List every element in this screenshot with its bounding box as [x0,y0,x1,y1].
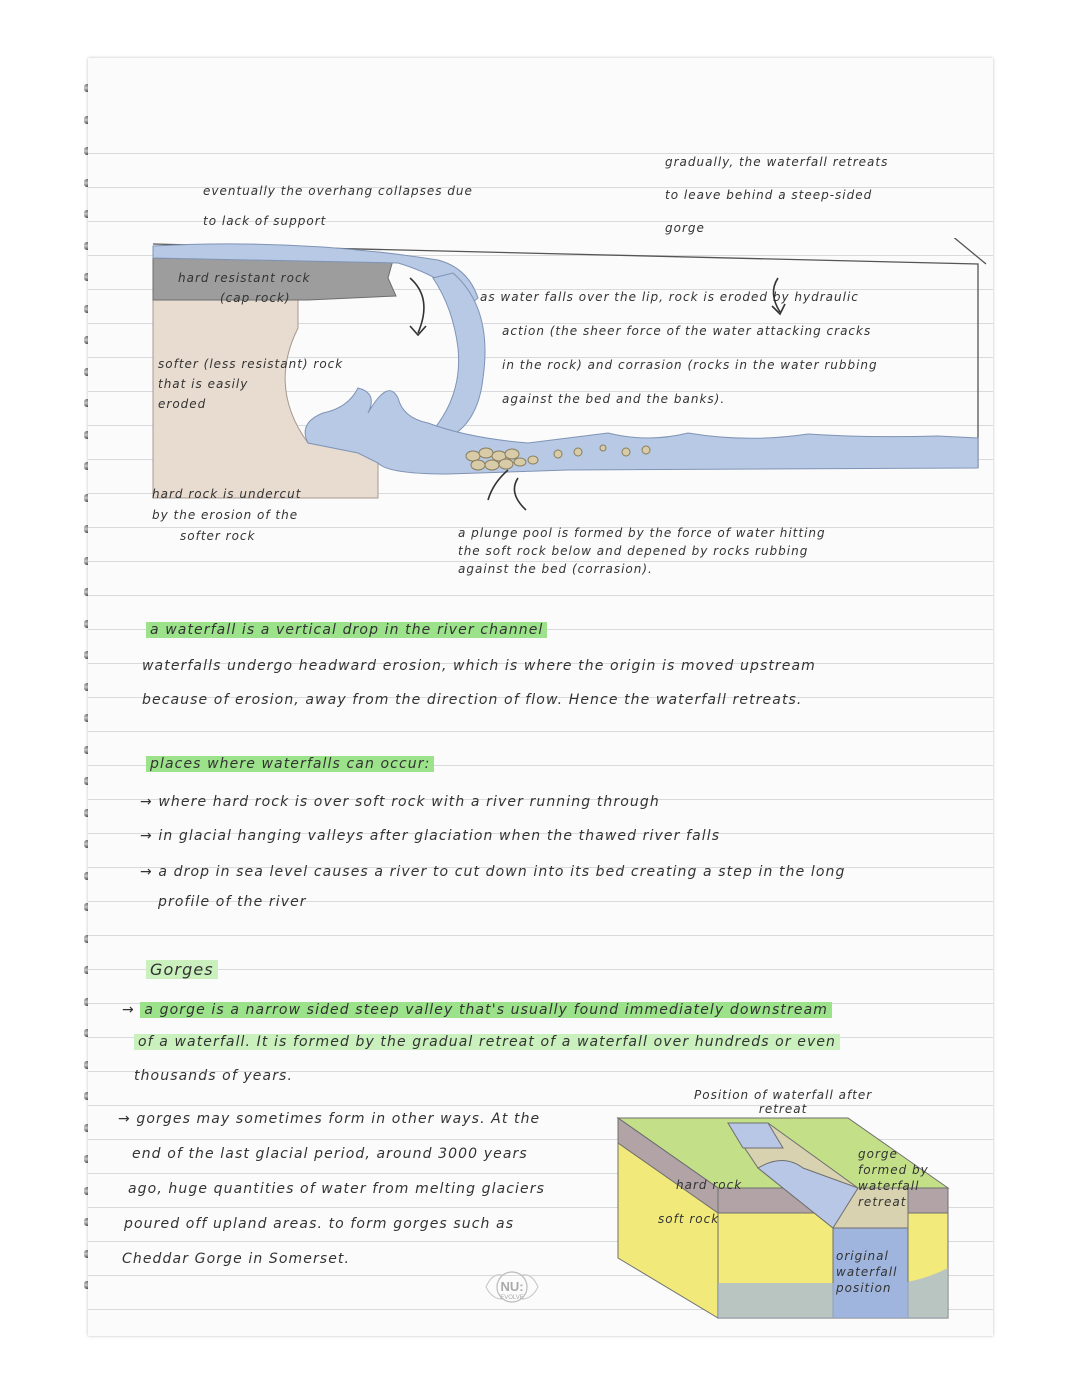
cap-rock-label: hard resistant rock (cap rock) [178,271,311,305]
notebook-page [88,58,993,1336]
gorges-line-3: thousands of years. [134,1068,293,1084]
places-item-3: → a drop in sea level causes a river to cut down into its bed creating a step in the long [140,864,846,880]
ruled-line [88,595,993,596]
position-after-retreat-label: Position of waterfall after retreat [694,1088,873,1116]
arrow-erosion [514,478,526,510]
places-item-3-cont: profile of the river [158,894,307,910]
nu-evolve-logo: NU: EVOLVE [472,1265,552,1313]
soft-rock-label: softer (less resistant) rock that is easily eroded [158,357,344,411]
definition-line-1: a waterfall is a vertical drop in the river channel [146,622,547,638]
undercut-label: hard rock is undercut by the erosion of the softer rock [152,487,302,543]
arrow-plunge [488,470,508,500]
erosion-note: as water falls over the lip, rock is eroded by hydraulic action (the sheer force of the water attacking cracks in the rock) and corrasion (rocks in the water rubbing against the bed and the banks). [480,290,878,406]
soft-rock-label-2: soft rock [658,1212,720,1226]
retreat-note: gradually, the waterfall retreats to leave behind a steep-sided gorge [665,155,889,235]
collapse-note: eventually the overhang collapses due to lack of support [203,184,473,228]
ruled-line [88,731,993,732]
plunge-pool-note: a plunge pool is formed by the force of water hitting the soft rock below and depened by rocks rubbing against the bed (corrasion). [458,526,826,576]
gorges-heading: Gorges [146,960,218,979]
ruled-line [88,935,993,936]
definition-line-3: because of erosion, away from the direction of flow. Hence the waterfall retreats. [142,692,803,708]
arrow-collapse [410,278,424,333]
original-position-label: original waterfall position [836,1249,898,1295]
gorges-line-2: of a waterfall. It is formed by the gradual retreat of a waterfall over hundreds or even [134,1034,840,1050]
ruled-line [88,969,993,970]
places-item-2: → in glacial hanging valleys after glaciation when the thawed river falls [140,828,721,844]
gorges-line-1: → a gorge is a narrow sided steep valley that's usually found immediately downstream [122,1002,832,1018]
gorge-formed-label: gorge formed by waterfall retreat [858,1147,929,1209]
hard-rock-label: hard rock [676,1178,743,1192]
gorges-paragraph: → gorges may sometimes form in other ways. At the end of the last glacial period, around 3000 years ago, huge quantities of water from melting glaciers poured off upland areas. to form gorges such as Cheddar Gorge in Somerset. [118,1111,546,1267]
definition-line-2: waterfalls undergo headward erosion, which is where the origin is moved upstream [142,658,816,674]
places-heading: places where waterfalls can occur: [146,756,434,772]
places-item-1: → where hard rock is over soft rock with a river running through [140,794,660,810]
